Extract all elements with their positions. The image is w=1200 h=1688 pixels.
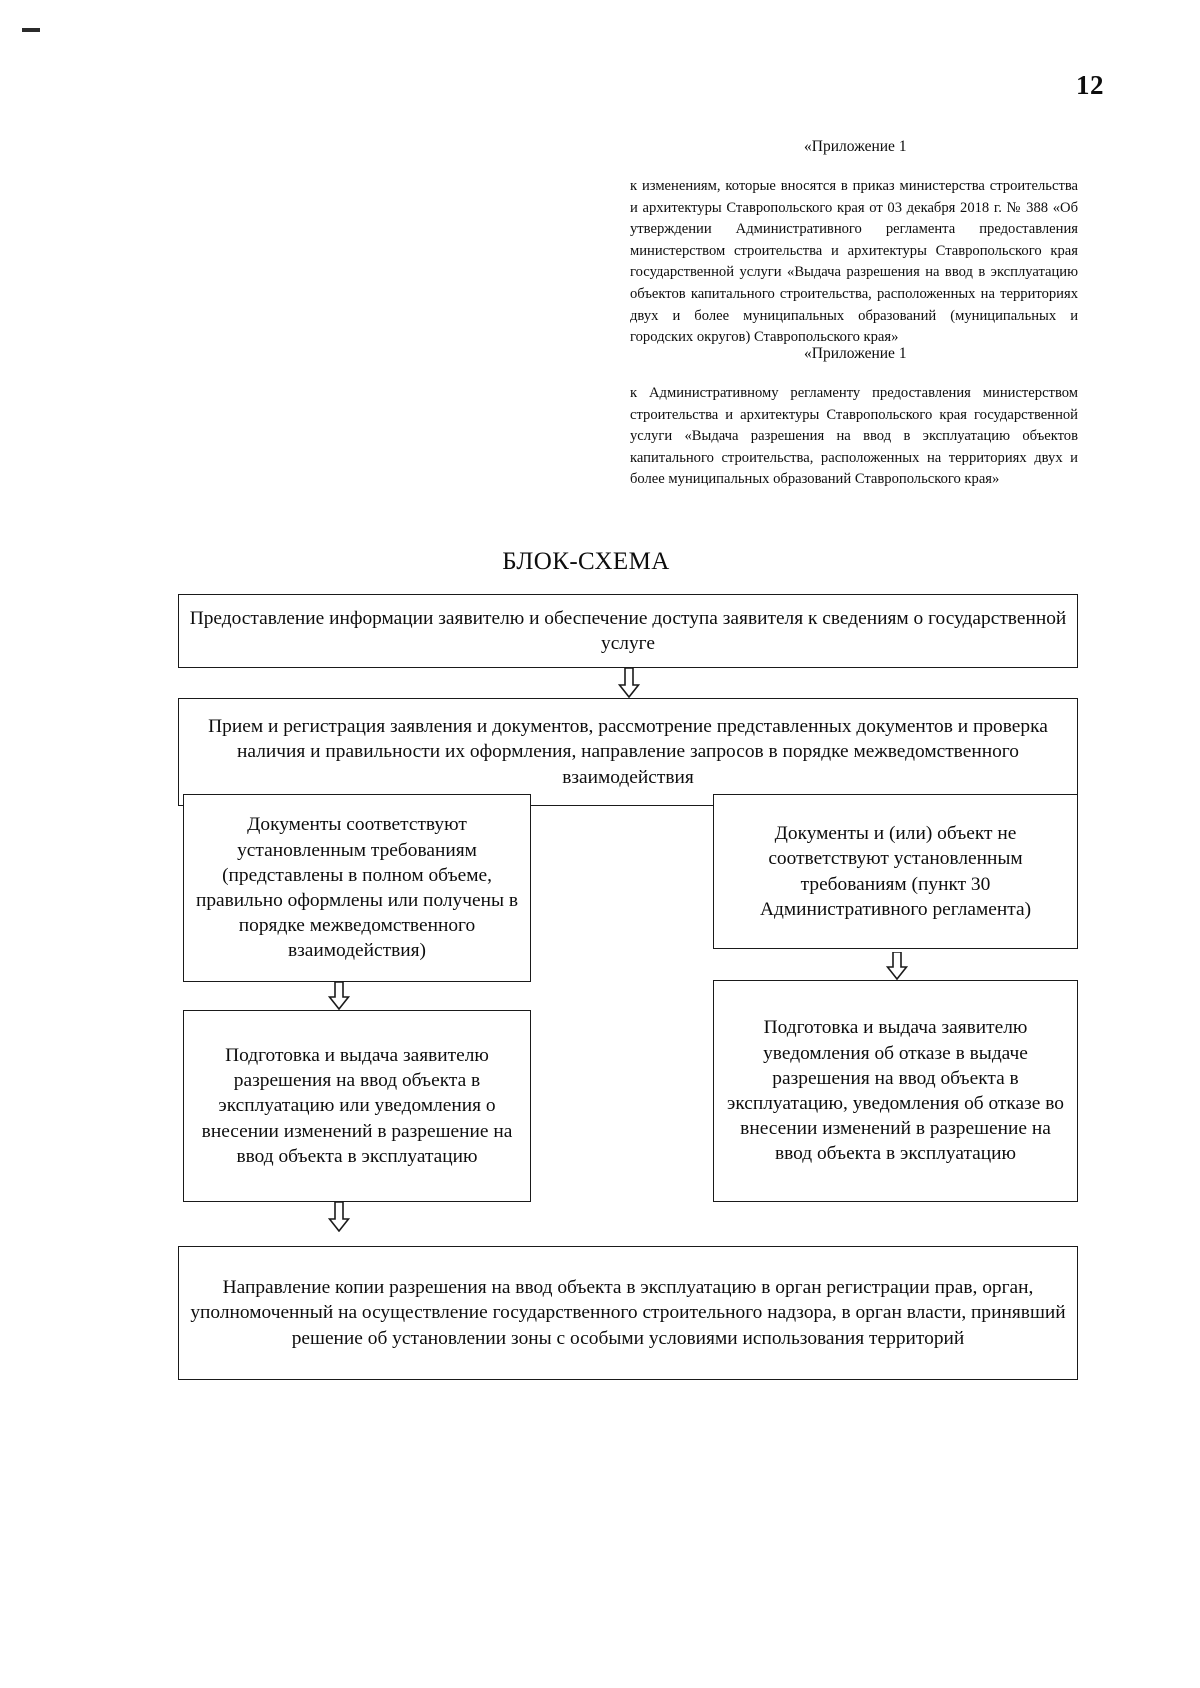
appendix-reference-block-2 (630, 345, 1078, 491)
flow-node-n2 (178, 698, 1078, 806)
appendix-body-2: к Административному регламенту предоставления министерством строительства и архитектуры Ставропольского края государственной услуги «Выдача разрешения на ввод в эксплуатацию объектов капитального строительства, расположенных на территориях двух и более муниципальных образований Ставропольского края» (630, 385, 1078, 488)
flow-node-n1-label: Предоставление информации заявителю и обеспечение доступа заявителя к сведениям о государственной услуге (189, 607, 1067, 654)
flow-node-n4-label: Документы и (или) объект не соответствуют установленным требованиям (пункт 30 Административного регламента) (759, 823, 1032, 920)
arrow-n3-n5 (328, 982, 350, 1010)
flow-node-n6 (713, 980, 1078, 1202)
flow-node-n3-label: Документы соответствуют установленным требованиям (представлены в полном объеме, правильно оформлены или получены в порядке межведомственного взаимодействия) (195, 814, 519, 962)
flow-node-n3 (183, 794, 531, 982)
scan-binding-mark (22, 28, 40, 32)
arrow-n4-n6 (886, 952, 908, 980)
flow-node-n5-label: Подготовка и выдача заявителю разрешения на ввод объекта в эксплуатацию или уведомления о внесении изменений в разрешение на ввод объекта в эксплуатацию (201, 1044, 513, 1167)
page-number: 12 (1076, 70, 1104, 100)
flowchart-title (0, 548, 1200, 576)
flow-node-n7-label: Направление копии разрешения на ввод объекта в эксплуатацию в орган регистрации прав, орган, уполномоченный на осуществление государственного строительного надзора, в орган власти, принявший решение об установлении зоны с особыми условиями использования территорий (190, 1277, 1066, 1349)
flow-node-n1 (178, 594, 1078, 668)
flow-node-n5 (183, 1010, 531, 1202)
flow-node-n7 (178, 1246, 1078, 1380)
arrow-n1-n2 (618, 668, 640, 698)
appendix-title-2: «Приложение 1 (804, 345, 907, 362)
appendix-reference-block-1 (630, 138, 1078, 349)
flow-node-n2-label: Прием и регистрация заявления и документов, рассмотрение представленных документов и проверка наличия и правильности их оформления, направление запросов в порядке межведомственного взаимодействия (208, 716, 1048, 788)
flow-node-n4 (713, 794, 1078, 949)
arrow-n5-n7 (328, 1202, 350, 1232)
flowchart-title-text: БЛОК-СХЕМА (502, 548, 670, 575)
appendix-title-1: «Приложение 1 (804, 138, 907, 155)
flow-node-n6-label: Подготовка и выдача заявителю уведомления об отказе в выдаче разрешения на ввод объекта в эксплуатацию, уведомления об отказе во внесении изменений в разрешение на ввод объекта в эксплуатацию (727, 1017, 1064, 1165)
appendix-body-1: к изменениям, которые вносятся в приказ министерства строительства и архитектуры Ставропольского края от 03 декабря 2018 г. № 388 «Об утверждении Административного регламента предоставления министерством строительства и архитектуры Ставропольского края государственной услуги «Выдача разрешения на ввод в эксплуатацию объектов капитального строительства, расположенных на территориях двух и более муниципальных образований (муниципальных и городских округов) Ставропольского края» (630, 178, 1078, 346)
